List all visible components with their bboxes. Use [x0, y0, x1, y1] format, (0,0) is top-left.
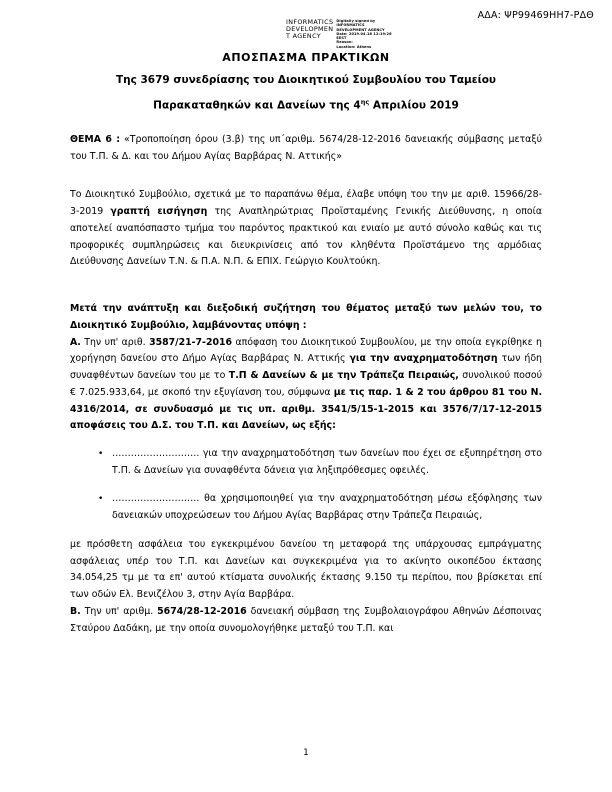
item-a-marker: Α.	[70, 336, 81, 348]
signature-org-line-3: T AGENCY	[286, 31, 322, 40]
decision-heading: Μετά την ανάπτυξη και διεξοδική συζήτηση του θέματος μεταξύ των μελών του, το Διοικητικό Συμβούλιο, λαμβάνοντας υπόψη :	[70, 303, 542, 331]
list-item: • ………………………. θα χρησιμοποιηθεί για την αναχρηματοδότηση μέσω εξόφλησης των δανειακών υποχρεώσεων του Δήμου Αγίας Βαρβάρας στην Τράπεζα Πειραιώς,	[112, 491, 542, 524]
signature-detail-line-5: EEST	[336, 36, 347, 41]
intro-part-2: της Αναπληρώτριας Προϊσταμένης Γενικής Διεύθυνσης, η οποία αποτελεί αναπόσπαστο τμήμα του παρόντος πρακτικού και ενιαίο με αυτό σύνολο καθώς και τις προφορικές συμπληρώσεις και διευκρινίσεις από τον κληθέντα Προϊστάμενο της αρμόδιας Διεύθυνσης Δανείων Τ.Ν. & Π.Α. Ν.Π. & ΕΠΙΧ. Γεώργιο Κουλτούκη.	[70, 206, 542, 268]
item-b-marker: Β.	[70, 605, 81, 617]
digital-signature-stamp	[286, 19, 392, 49]
item-a-refinancing-bold: για την αναχρηματοδότηση	[349, 353, 498, 365]
page-number: 1	[303, 748, 309, 758]
signature-detail-line-1: Digitally signed by	[336, 19, 376, 23]
list-item: • ………………………. για την αναχρηματοδότηση των δανείων που έχει σε εξυπηρέτηση στο Τ.Π. & Δανείων για συναφθέντα δάνεια για ληξιπρόθεσμες οφειλές.	[112, 446, 542, 479]
subtitle-date-prefix: Παρακαταθηκών και Δανείων της 4	[153, 99, 361, 112]
item-b-paragraph	[70, 604, 542, 637]
signature-detail-line-2: INFORMATICS	[336, 23, 365, 28]
after-bullets-paragraph: με πρόσθετη ασφάλεια του εγκεκριμένου δανείου τη μεταφορά της υπάρχουσας εμπράγματης ασφάλειας υπέρ του Τ.Π. και Δανείων και συγκεκριμένα για το ακίνητο οικοπέδου έκτασης 34.054,25 τμ με τα επ' αυτού κτίσματα συνολικής έκτασης 9.150 τμ περίπου, που βρίσκεται επί των οδών Ελ. Βενιζέλου 3, στην Αγία Βαρβάρα.	[70, 538, 542, 601]
signature-org-line-1: INFORMATICS	[286, 18, 334, 26]
signature-details	[336, 19, 391, 49]
subtitle-date-suffix: Απριλίου 2019	[369, 99, 459, 112]
document-body	[70, 132, 542, 637]
ada-code: ΑΔΑ: ΨΡ99469ΗΗ7-ΡΔΘ	[477, 10, 594, 21]
item-a-part-1: Την υπ' αριθ.	[80, 336, 150, 348]
document-subtitle-line-1: Της 3679 συνεδρίασης του Διοικητικού Συμβουλίου του Ταμείου	[115, 74, 497, 86]
intro-paragraph	[70, 187, 542, 271]
signature-detail-line-7: Location: Athens	[336, 44, 372, 49]
signature-org-name	[286, 19, 333, 40]
signature-detail-line-4: Date: 2019.04.18 12:19:26	[336, 31, 392, 36]
item-a-paragraph	[70, 335, 542, 435]
item-b-part-1: Την υπ' αριθμ.	[80, 605, 158, 617]
item-a-part-2: απόφαση του Διοικητικού Συμβουλίου, με την οποία εγκρίθηκε η χορήγηση δανείου στο Δήμο Αγίας Βαρβάρας Ν. Αττικής	[70, 336, 542, 365]
item-a-part-3: των ήδη συναφθέντων δανείων του με το	[70, 353, 542, 382]
item-a-legal-refs-bold: με τις παρ. 1 & 2 του άρθρου 81 του Ν. 4316/2014, σε συνδυασμό με τις υπ. αριθμ. 3541/5/15-1-2015 και 3576/7/17-12-2015 αποφάσεις του Δ.Σ. του Τ.Π. και Δανείων, ως εξής:	[70, 386, 543, 432]
subject-paragraph	[70, 132, 542, 165]
item-a-decision-number: 3587/21-7-2016	[149, 336, 233, 348]
intro-bold-written-recommendation: γραπτή εισήγηση	[110, 206, 208, 218]
intro-part-1: Το Διοικητικό Συμβούλιο, σχετικά με το παραπάνω θέμα, έλαβε υπόψη του την με αριθ. 15966/28-3-2019	[70, 189, 542, 218]
document-subtitle-line-2	[70, 98, 542, 112]
subtitle-ordinal-suffix: ης	[360, 98, 370, 106]
item-a-part-4: συνολικού ποσού € 7.025.933,64, με σκοπό την εξυγίανση του, σύμφωνα	[70, 370, 542, 398]
subject-text: «Τροποποίηση όρου (3.β) της υπ΄αριθμ. 5674/28-12-2016 δανειακής σύμβασης μεταξύ του Τ.Π. & Δ. και του Δήμου Αγίας Βαρβάρας Ν. Αττικής»	[70, 134, 542, 162]
item-b-part-2: δανειακή σύμβαση της Συμβολαιογράφου Αθηνών Δέσποινας Σταύρου Δαδάκη, με την οποία συνομολογήθηκε μεταξύ του Τ.Π. και	[70, 605, 542, 634]
signature-detail-line-3: DEVELOPMENT AGENCY	[336, 27, 385, 32]
item-a-lenders-bold: Τ.Π & Δανείων & με την Τράπεζα Πειραιώς,	[228, 370, 459, 382]
document-title: ΑΠΟΣΠΑΣΜΑ ΠΡΑΚΤΙΚΩΝ	[222, 51, 390, 64]
signature-org-line-2: DEVELOPMEN	[286, 24, 334, 33]
item-b-contract-number: 5674/28-12-2016	[157, 605, 247, 617]
subject-label: ΘΕΜΑ 6 :	[70, 134, 120, 145]
bullet-list	[70, 446, 542, 525]
signature-detail-line-6: Reason:	[336, 40, 353, 45]
